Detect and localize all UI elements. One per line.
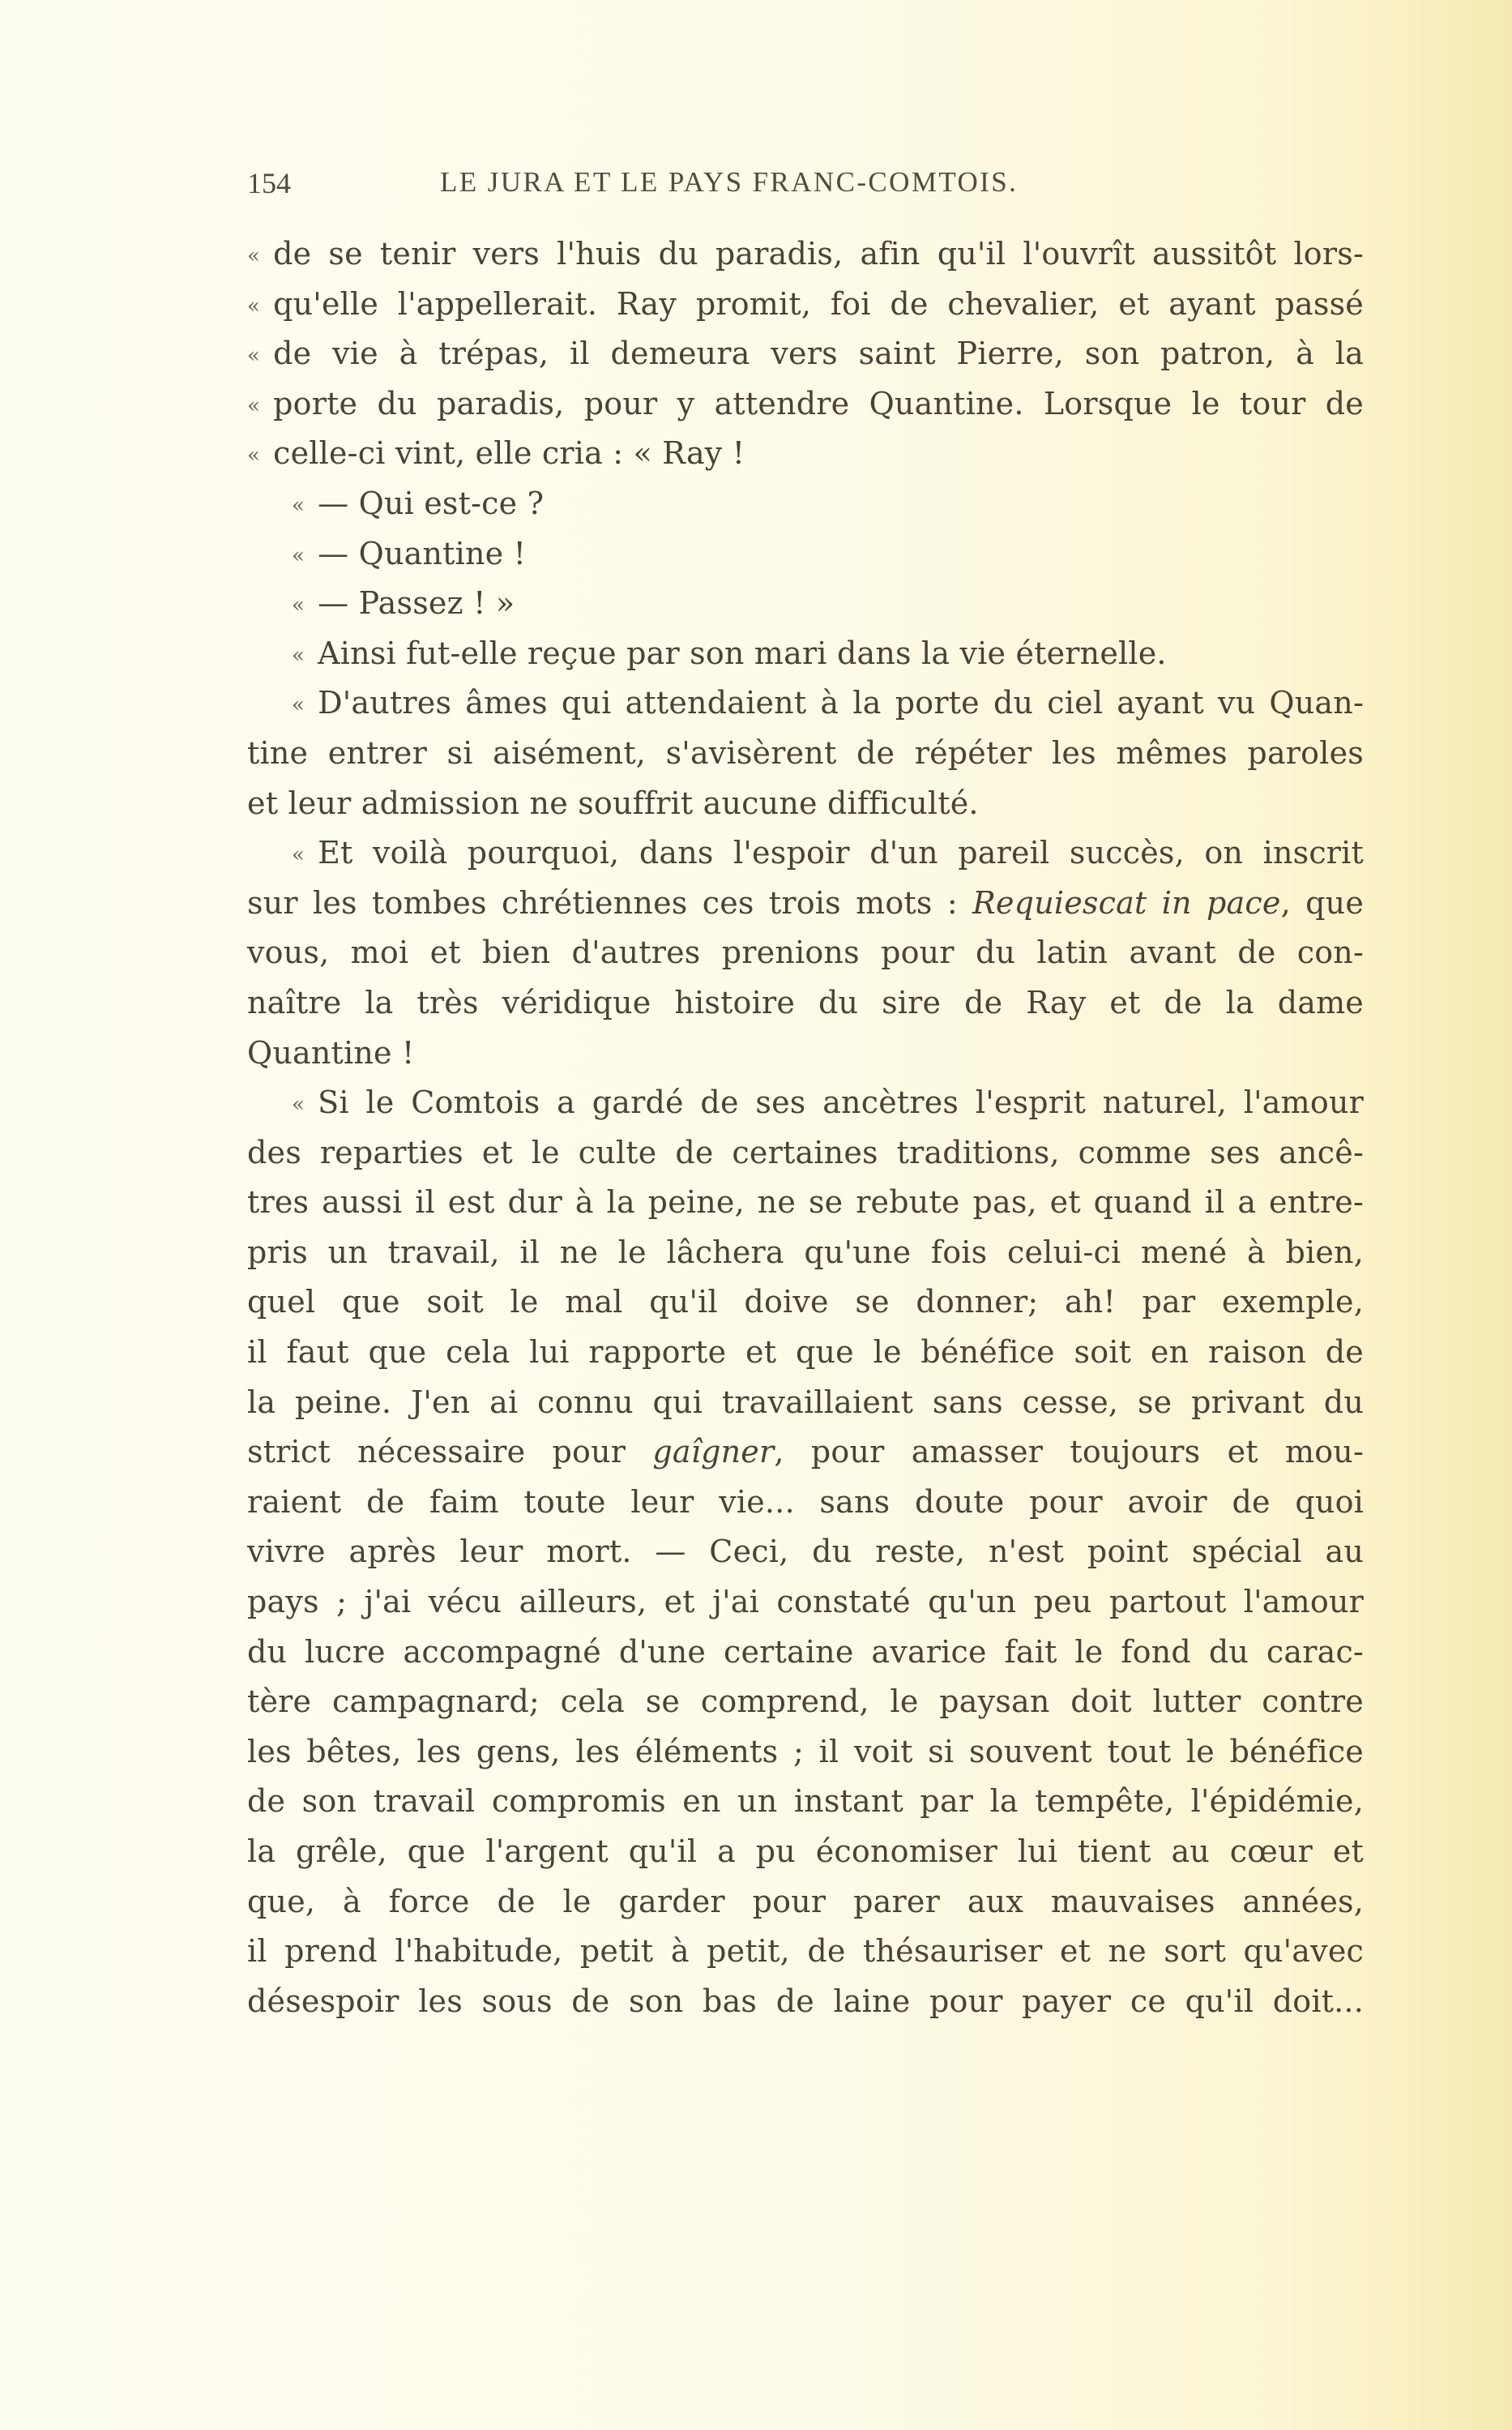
line-text: — Quantine ! [318,535,527,571]
text-line: il prend l'habitude, petit à petit, de thésauriser et ne sort qu'avec [247,1933,1364,1970]
paragraph-start [247,828,1364,879]
line-text: , que [1280,884,1365,921]
line-text: Ainsi fut-elle reçue par son mari dans la vie éternelle. [318,635,1167,671]
text-line: désespoir les sous de son bas de laine pour payer ce qu'il doit... [247,1983,1364,2019]
text-line: que, à force de le garder pour parer aux mauvaises années, [247,1883,1364,1919]
line-text: Et voilà pourquoi, dans l'espoir d'un pareil succès, on inscrit [318,835,1364,871]
text-line: Quantine ! [247,1034,415,1071]
line-text: Si le Comtois a gardé de ses ancètres l'esprit naturel, l'amour [318,1085,1364,1121]
page-number: 154 [247,167,291,199]
text-line [247,229,1364,280]
text-line [247,1427,1364,1478]
guillemet: « [247,443,261,468]
dialogue-line [247,579,1364,629]
text-line: vivre après leur mort. — Ceci, du reste, n'est point spécial au [247,1534,1364,1570]
guillemet: « [292,543,305,568]
guillemet: « [247,244,261,268]
text-line: la grêle, que l'argent qu'il a pu économiser lui tient au cœur et [247,1833,1364,1869]
text-line: quel que soit le mal qu'il doive se donner; ah! par exemple, [247,1284,1364,1320]
guillemet: « [247,293,261,319]
italic-word: gaîgner [652,1434,775,1470]
line-text: — Qui est-ce ? [318,485,545,521]
text-line: pris un travail, il ne le lâchera qu'une fois celui-ci mené à bien, [247,1234,1364,1270]
text-line: de son travail compromis en un instant par la tempête, l'épidémie, [247,1783,1364,1820]
text-line: il faut que cela lui rapporte et que le bénéfice soit en raison de [247,1334,1364,1371]
text-line: tres aussi il est dur à la peine, ne se rebute pas, et quand il a entre- [247,1184,1364,1221]
line-text: , pour amasser toujours et mou- [774,1434,1364,1470]
guillemet: « [247,344,261,369]
line-text: — Passez ! » [318,585,515,622]
text-line: raient de faim toute leur vie... sans doute pour avoir de quoi [247,1483,1364,1520]
line-text: sur les tombes chrétiennes ces trois mots : [247,884,973,921]
text-line: pays ; j'ai vécu ailleurs, et j'ai constaté qu'un peu partout l'amour [247,1584,1364,1620]
text-line: des reparties et le culte de certaines traditions, comme ses ancê- [247,1134,1364,1170]
paragraph-start [247,629,1364,679]
line-text: porte du paradis, pour y attendre Quantine. Lorsque le tour de [273,385,1364,421]
guillemet: « [247,393,261,418]
text-line [247,329,1364,379]
text-line: vous, moi et bien d'autres prenions pour du latin avant de con- [247,935,1364,971]
guillemet: « [292,593,305,618]
text-line [247,280,1364,330]
line-text: strict nécessaire pour [247,1434,653,1470]
line-text: de vie à trépas, il demeura vers saint Pierre, son patron, à la [273,336,1364,372]
line-text: D'autres âmes qui attendaient à la porte du ciel ayant vu Quan- [318,685,1364,721]
text-line [247,429,1364,479]
text-line [247,879,1364,929]
guillemet: « [292,643,305,668]
paragraph-start [247,1078,1364,1128]
body-text [247,229,1364,2026]
guillemet: « [292,493,305,518]
text-line: et leur admission ne souffrit aucune difficulté. [247,785,979,821]
text-line [247,379,1364,430]
guillemet: « [292,1093,305,1118]
text-line: du lucre accompagné d'une certaine avarice fait le fond du carac- [247,1633,1364,1670]
text-line: naître la très véridique histoire du sire de Ray et de la dame [247,984,1364,1020]
paragraph-start [247,678,1364,729]
running-title: LE JURA ET LE PAYS FRANC-COMTOIS. [440,166,1019,198]
text-line: la peine. J'en ai connu qui travaillaient sans cesse, se privant du [247,1384,1364,1420]
line-text: celle-ci vint, elle cria : « Ray ! [273,435,745,472]
text-line: les bêtes, les gens, les éléments ; il voit si souvent tout le bénéfice [247,1733,1364,1769]
dialogue-line [247,529,1364,580]
guillemet: « [292,693,305,718]
dialogue-line [247,479,1364,529]
line-text: qu'elle l'appellerait. Ray promit, foi de chevalier, et ayant passé [273,285,1364,322]
text-line: tine entrer si aisément, s'avisèrent de répéter les mêmes paroles [247,734,1364,771]
running-header [247,166,1364,207]
line-text: de se tenir vers l'huis du paradis, afin qu'il l'ouvrît aussitôt lors- [273,236,1364,272]
guillemet: « [292,843,305,868]
text-line: tère campagnard; cela se comprend, le paysan doit lutter contre [247,1683,1364,1720]
italic-phrase: Requiescat in pace [972,884,1281,921]
